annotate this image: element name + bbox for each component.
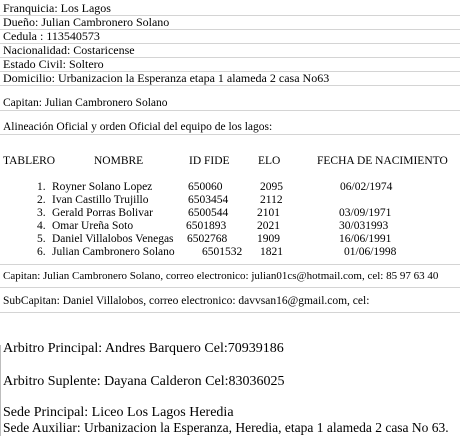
left-border-line — [0, 345, 1, 436]
nacionalidad-line: Nacionalidad: Costaricense — [3, 43, 135, 57]
player-elo: 1821 — [260, 246, 283, 258]
row-number: 1. — [37, 181, 46, 193]
estado-civil-line: Estado Civil: Soltero — [3, 57, 104, 71]
player-id-fide: 6500544 — [188, 207, 229, 219]
franquicia-line: Franquicia: Los Lagos — [3, 1, 111, 15]
player-elo: 2112 — [260, 194, 283, 206]
header-id-fide: ID FIDE — [189, 155, 230, 167]
player-elo: 2021 — [257, 220, 280, 232]
player-name: Ivan Castillo Trujillo — [52, 194, 149, 206]
capitan-line: Capitan: Julian Cambronero Solano — [3, 97, 168, 109]
capitan-contact-line: Capitan: Julian Cambronero Solano, correo electronico: julian01cs@hotmail.com, cel: 85 97 63 40 — [3, 270, 439, 282]
alineacion-title: Alineación Oficial y orden Oficial del equipo de los lagos: — [3, 121, 273, 133]
player-elo: 2095 — [260, 181, 283, 193]
row-number: 4. — [37, 220, 46, 232]
player-id-fide: 6501532 — [202, 246, 243, 258]
header-nombre: NOMBRE — [94, 155, 144, 167]
player-id-fide: 6503454 — [188, 194, 229, 206]
domicilio-line: Domicilio: Urbanizacion la Esperanza etapa 1 alameda 2 casa No63 — [3, 71, 330, 85]
player-name: Royner Solano Lopez — [52, 181, 153, 193]
player-birthdate: 30/031993 — [339, 220, 389, 232]
player-name: Gerald Porras Bolivar — [52, 207, 153, 219]
player-birthdate: 01/06/1998 — [344, 246, 397, 258]
player-name: Daniel Villalobos Venegas — [52, 233, 174, 245]
row-separator — [0, 312, 460, 313]
row-separator — [0, 85, 460, 86]
row-separator — [0, 110, 460, 111]
subcapitan-contact-line: SubCapitan: Daniel Villalobos, correo electronico: davvsan16@gmail.com, cel: — [3, 295, 370, 307]
player-name: Omar Ureña Soto — [52, 220, 134, 232]
header-elo: ELO — [258, 155, 281, 167]
sede-principal-line: Sede Principal: Liceo Los Lagos Heredia — [3, 405, 234, 420]
player-id-fide: 6501893 — [186, 220, 227, 232]
row-number: 5. — [37, 233, 46, 245]
player-id-fide: 6502768 — [187, 233, 228, 245]
player-elo: 2101 — [257, 207, 280, 219]
row-number: 2. — [37, 194, 46, 206]
arbitro-suplente-line: Arbitro Suplente: Dayana Calderon Cel:83036025 — [3, 374, 285, 389]
sede-auxiliar-line: Sede Auxiliar: Urbanizacion la Esperanza, Heredia, etapa 1 alameda 2 casa No 63. — [3, 420, 449, 435]
row-separator — [0, 287, 460, 288]
arbitro-principal-line: Arbitro Principal: Andres Barquero Cel:70939186 — [3, 341, 284, 356]
player-id-fide: 650060 — [188, 181, 223, 193]
header-fecha: FECHA DE NACIMIENTO — [317, 155, 448, 167]
player-name: Julian Cambronero Solano — [52, 246, 175, 258]
row-number: 6. — [37, 246, 46, 258]
header-tablero: TABLERO — [3, 155, 56, 167]
dueno-line: Dueño: Julian Cambronero Solano — [3, 15, 170, 29]
player-birthdate: 03/09/1971 — [339, 207, 392, 219]
player-birthdate: 06/02/1974 — [340, 181, 393, 193]
cedula-line: Cedula : 113540573 — [3, 29, 100, 43]
player-birthdate: 16/06/1991 — [339, 233, 392, 245]
row-separator — [0, 264, 460, 265]
row-separator — [0, 134, 460, 135]
row-number: 3. — [37, 207, 46, 219]
player-elo: 1909 — [257, 233, 280, 245]
